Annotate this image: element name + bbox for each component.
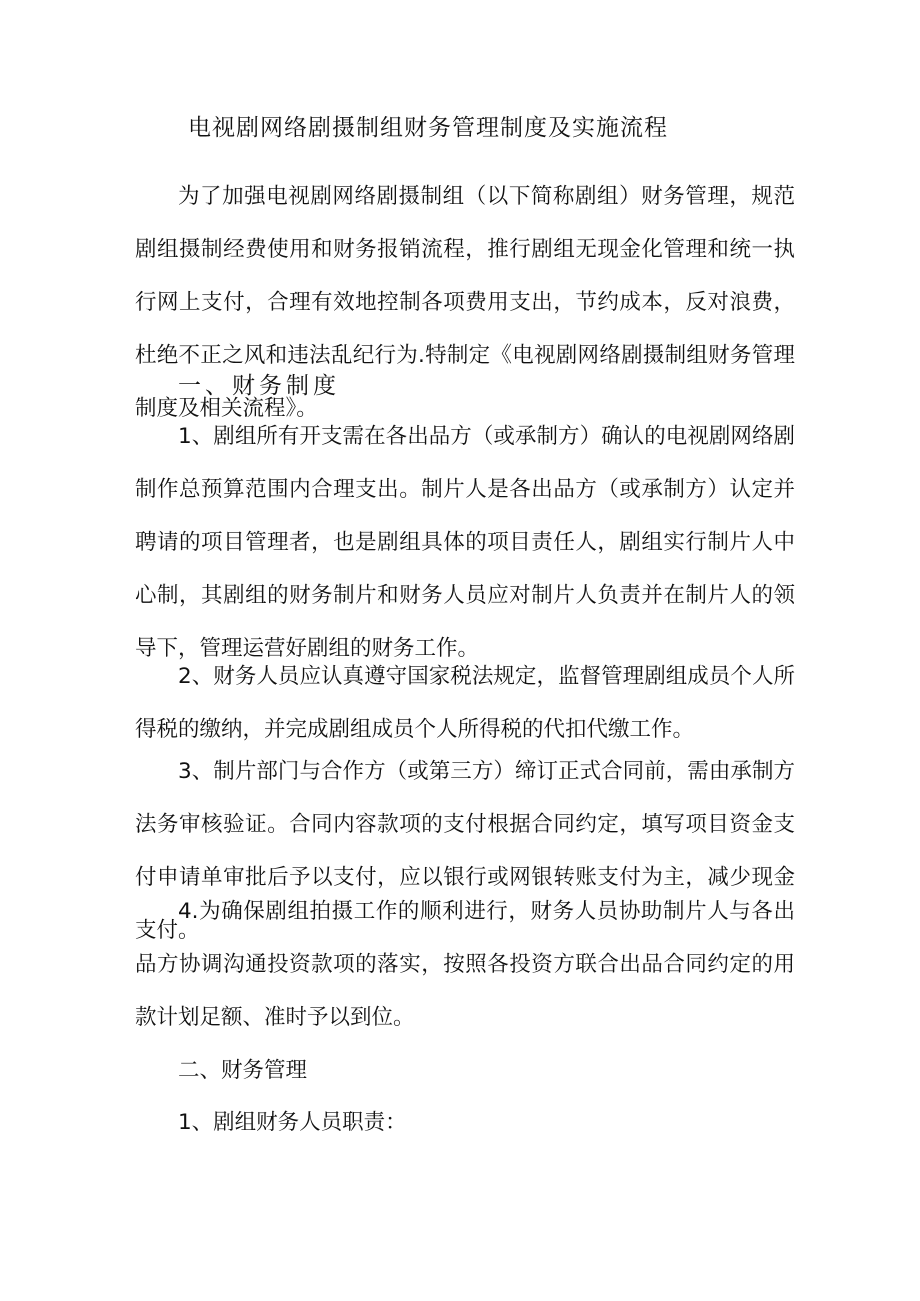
clause-3: 3、制片部门与合作方（或第三方）缔订正式合同前，需由承制方法务审核验证。合同内容款项的支付根据合同约定，填写项目资金支付申请单审批后予以支付，应以银行或网银转账支付为主，减少现金支付。	[135, 759, 795, 943]
clause-4: 4.为确保剧组拍摄工作的顺利进行，财务人员协助制片人与各出品方协调沟通投资款项的落实，按照各投资方联合出品合同约定的用款计划足额、准时予以到位。	[135, 899, 795, 1030]
intro-paragraph: 为了加强电视剧网络剧摄制组（以下简称剧组）财务管理，规范剧组摄制经费使用和财务报销流程，推行剧组无现金化管理和统一执行网上支付，合理有效地控制各项费用支出，节约成本，反对浪费，杜绝不正之风和违法乱纪行为.特制定《电视剧网络剧摄制组财务管理制度及相关流程》。	[135, 184, 795, 421]
clause-1: 1、剧组所有开支需在各出品方（或承制方）确认的电视剧网络剧制作总预算范围内合理支出。制片人是各出品方（或承制方）认定并聘请的项目管理者，也是剧组具体的项目责任人，剧组实行制片人中心制，其剧组的财务制片和财务人员应对制片人负责并在制片人的领导下，管理运营好剧组的财务工作。	[135, 424, 795, 661]
section-heading-finance-management: 二、财务管理	[178, 1058, 308, 1083]
section-heading-finance-system: 一、财务制度	[178, 373, 340, 399]
clause-2: 2、财务人员应认真遵守国家税法规定，监督管理剧组成员个人所得税的缴纳，并完成剧组成员个人所得税的代扣代缴工作。	[135, 664, 795, 742]
subsection-heading-staff-duties: 1、剧组财务人员职责：	[178, 1110, 407, 1135]
document-title: 电视剧网络剧摄制组财务管理制度及实施流程	[188, 115, 668, 141]
